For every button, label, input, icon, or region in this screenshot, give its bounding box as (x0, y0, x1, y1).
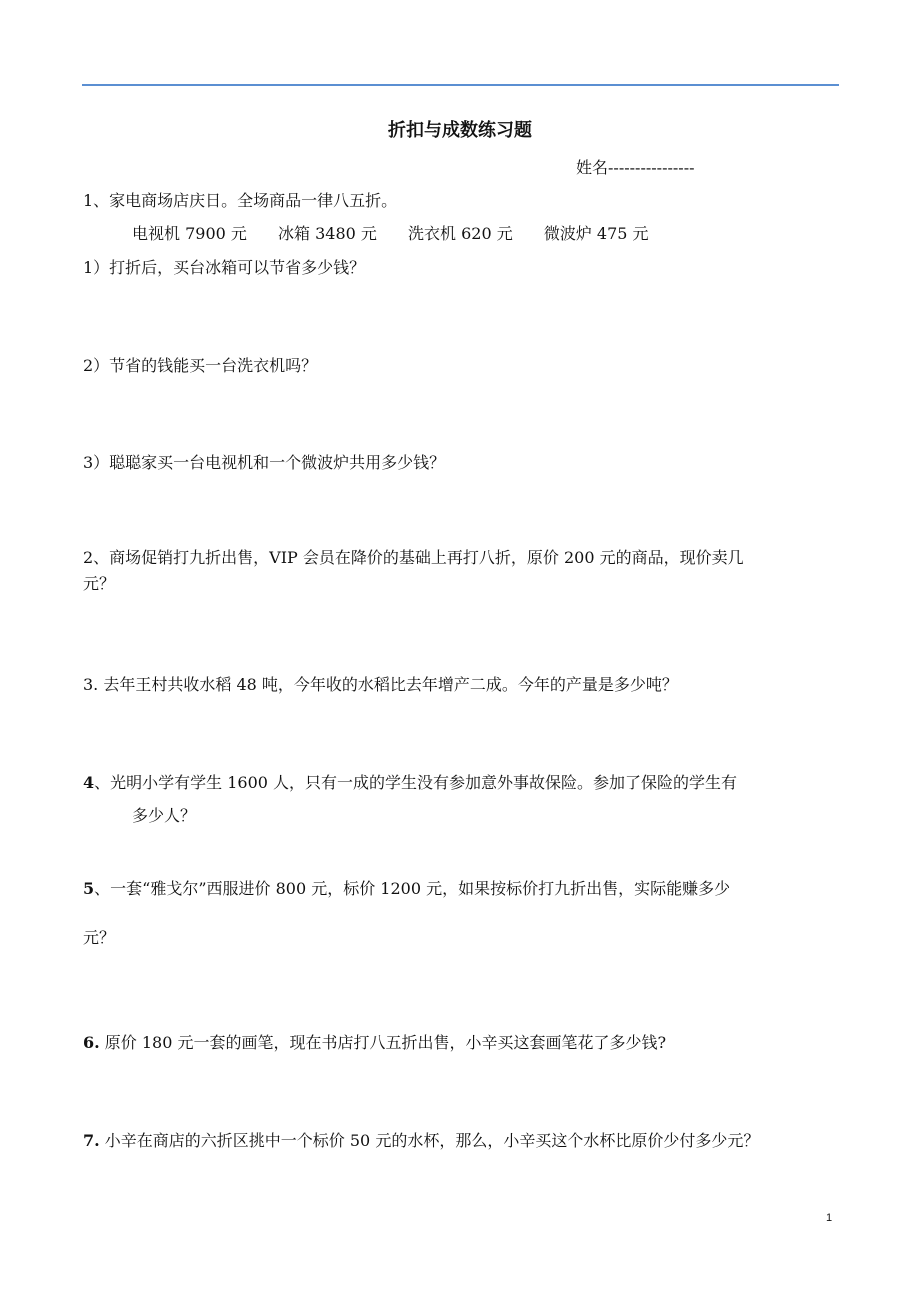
question-1-prices (132, 224, 675, 244)
question-1-stem: 1、家电商场店庆日。全场商品一律八五折。 (83, 191, 398, 210)
header-rule (82, 84, 839, 86)
question-1-sub-3: 3）聪聪家买一台电视机和一个微波炉共用多少钱？ (83, 453, 446, 472)
question-4-text: 、光明小学有学生 1600 人，只有一成的学生没有参加意外事故保险。参加了保险的学生有 (94, 773, 738, 792)
question-2-line-2: 元？ (83, 574, 116, 593)
name-field: 姓名---------------- (576, 158, 695, 177)
question-4-number: 4 (83, 773, 95, 792)
question-2-line-1: 2、商场促销打九折出售，VIP 会员在降价的基础上再打八折，原价 200 元的商品，现价卖几 (83, 548, 744, 567)
question-1-sub-2: 2）节省的钱能买一台洗衣机吗？ (83, 356, 318, 375)
question-5-line-1 (83, 879, 730, 899)
question-3: 3. 去年王村共收水稻 48 吨，今年收的水稻比去年增产二成。今年的产量是多少吨？ (83, 675, 678, 694)
page-number: 1 (826, 1212, 833, 1224)
question-5-number: 5 (83, 879, 95, 898)
question-4-line-2: 多少人？ (132, 806, 197, 825)
question-7-number: 7. (83, 1131, 100, 1150)
price-fridge: 冰箱 3480 元 (278, 224, 377, 243)
price-washer: 洗衣机 620 元 (408, 224, 513, 243)
question-5-text: 、一套“雅戈尔”西服进价 800 元，标价 1200 元，如果按标价打九折出售，实际能赚多少 (94, 879, 731, 898)
question-6-number: 6. (83, 1033, 100, 1052)
price-microwave: 微波炉 475 元 (543, 224, 649, 243)
question-4-line-1 (83, 773, 737, 793)
question-1-sub-1: 1）打折后，买台冰箱可以节省多少钱？ (83, 258, 366, 277)
page-title: 折扣与成数练习题 (388, 120, 532, 141)
price-tv: 电视机 7900 元 (132, 224, 247, 243)
question-7 (83, 1131, 759, 1151)
question-5-line-2: 元？ (83, 928, 116, 947)
question-6 (83, 1033, 666, 1053)
question-6-text: 原价 180 元一套的画笔，现在书店打八五折出售，小辛买这套画笔花了多少钱? (99, 1033, 667, 1052)
question-7-text: 小辛在商店的六折区挑中一个标价 50 元的水杯，那么，小辛买这个水杯比原价少付多少元？ (99, 1131, 760, 1150)
